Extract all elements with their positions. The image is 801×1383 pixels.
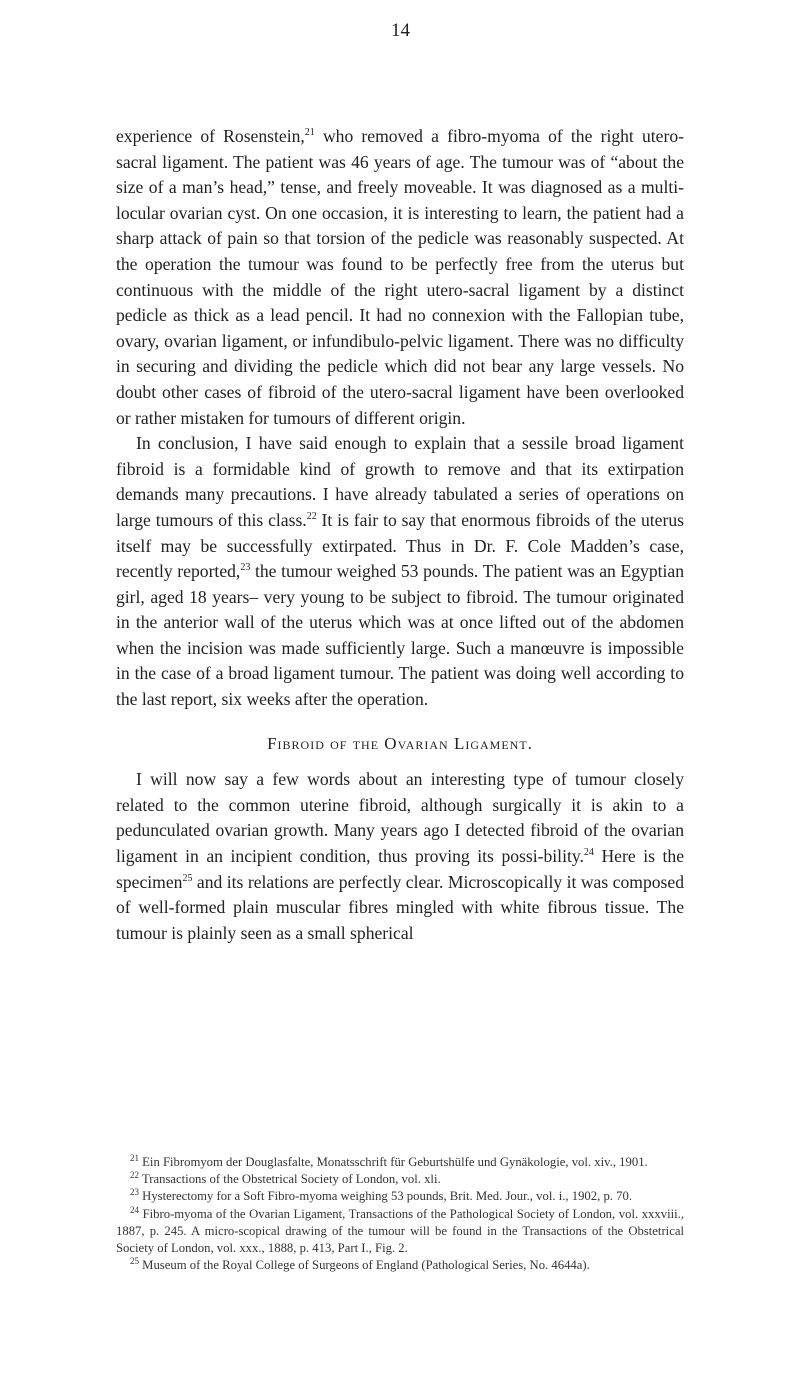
paragraph-text: who removed a fibro-myoma of the right utero-sacral ligament. The patient was 46 years of age. The tumour was of “about the size of a man’s head,” tense, and freely moveable. It was diagnosed as a multi-locular ovarian cyst. On one occasion, it is interesting to learn, the patient had a sharp attack of pain so that torsion of the pedicle was reasonably suspected. At the operation the tumour was found to be perfectly free from the uterus but continuous with the middle of the right utero-sacral ligament by a distinct pedicle as thick as a lead pencil. It had no connexion with the Fallopian tube, ovary, ovarian ligament, or infundibulo-pelvic ligament. There was no difficulty in securing and dividing the pedicle which did not bear any large vessels. No doubt other cases of fibroid of the utero-sacral ligament have been overlooked or rather mistaken for tumours of different origin. <box>116 126 684 428</box>
footnote-ref: 22 <box>306 511 317 523</box>
footnote <box>116 1257 684 1274</box>
footnote-number: 23 <box>130 1187 139 1198</box>
footnotes <box>116 1154 684 1274</box>
footnote <box>116 1171 684 1188</box>
section-heading-text: Fibroid of the Ovarian Ligament. <box>267 733 533 753</box>
paragraph <box>116 431 684 713</box>
footnote-number: 25 <box>130 1255 139 1266</box>
paragraph <box>116 767 684 946</box>
footnote <box>116 1206 684 1258</box>
footnote-text: Transactions of the Obstetrical Society of London, vol. xli. <box>141 1172 441 1187</box>
footnote-text: Fibro-myoma of the Ovarian Ligament, Transactions of the Pathological Society of London, vol. xxxviii., 1887, p. 245. A micro-scopical drawing of the tumour will be found in the Transactions of the Obstetrical Society of London, vol. xxx., 1888, p. 413, Part I., Fig. 2. <box>116 1206 685 1256</box>
paragraph-text: I will now say a few words about an interesting type of tumour closely related to the common uterine fibroid, although surgically it is akin to a pedunculated ovarian growth. Many years ago I detected fibroid of the ovarian ligament in an incipient condition, thus proving its possi-bility. <box>116 769 684 867</box>
main-text <box>116 124 684 946</box>
paragraph <box>116 124 684 431</box>
footnote-ref: 23 <box>240 562 251 574</box>
paragraph-text: Here is the specimen <box>116 846 685 892</box>
footnote-ref: 24 <box>583 847 594 859</box>
footnote-text: Museum of the Royal College of Surgeons of England (Pathological Series, No. 4644a). <box>142 1258 590 1273</box>
footnote-number: 24 <box>130 1204 139 1215</box>
footnote-number: 21 <box>130 1152 139 1163</box>
footnote-number: 22 <box>130 1169 139 1180</box>
paragraph-text: and its relations are perfectly clear. Microscopically it was composed of well-formed plain muscular fibres mingled with white fibrous tissue. The tumour is plainly seen as a small spherical <box>116 871 684 943</box>
footnote-ref: 25 <box>182 872 193 884</box>
footnote <box>116 1188 684 1205</box>
footnote <box>116 1154 684 1171</box>
footnote-text: Hysterectomy for a Soft Fibro-myoma weighing 53 pounds, Brit. Med. Jour., vol. i., 1902, p. 70. <box>142 1189 633 1204</box>
paragraph-text: experience of Rosenstein, <box>116 126 305 146</box>
footnote-ref: 21 <box>304 127 315 139</box>
paragraph-text: It is fair to say that enormous fibroids of the uterus itself may be successfully extirpated. Thus in Dr. F. Cole Madden’s case, recently reported, <box>116 509 684 582</box>
paragraph-text: In conclusion, I have said enough to explain that a sessile broad ligament fibroid is a formidable kind of growth to remove and that its extirpation demands many precautions. I have already tabulated a series of operations on large tumours of this class. <box>116 433 684 530</box>
paragraph-text: the tumour weighed 53 pounds. The patient was an Egyptian girl, aged 18 years– very young to be subject to fibroid. The tumour originated in the anterior wall of the uterus which was at once lifted out of the abdomen when the incision was made sufficiently large. Such a manœuvre is impossible in the case of a broad ligament tumour. The patient was doing well according to the last report, six weeks after the operation. <box>116 561 684 710</box>
page-number: 14 <box>391 20 410 41</box>
section-heading <box>116 731 684 758</box>
footnote-text: Ein Fibromyom der Douglasfalte, Monatsschrift für Geburtshülfe und Gynäkologie, vol. xiv., 1901. <box>142 1155 648 1169</box>
